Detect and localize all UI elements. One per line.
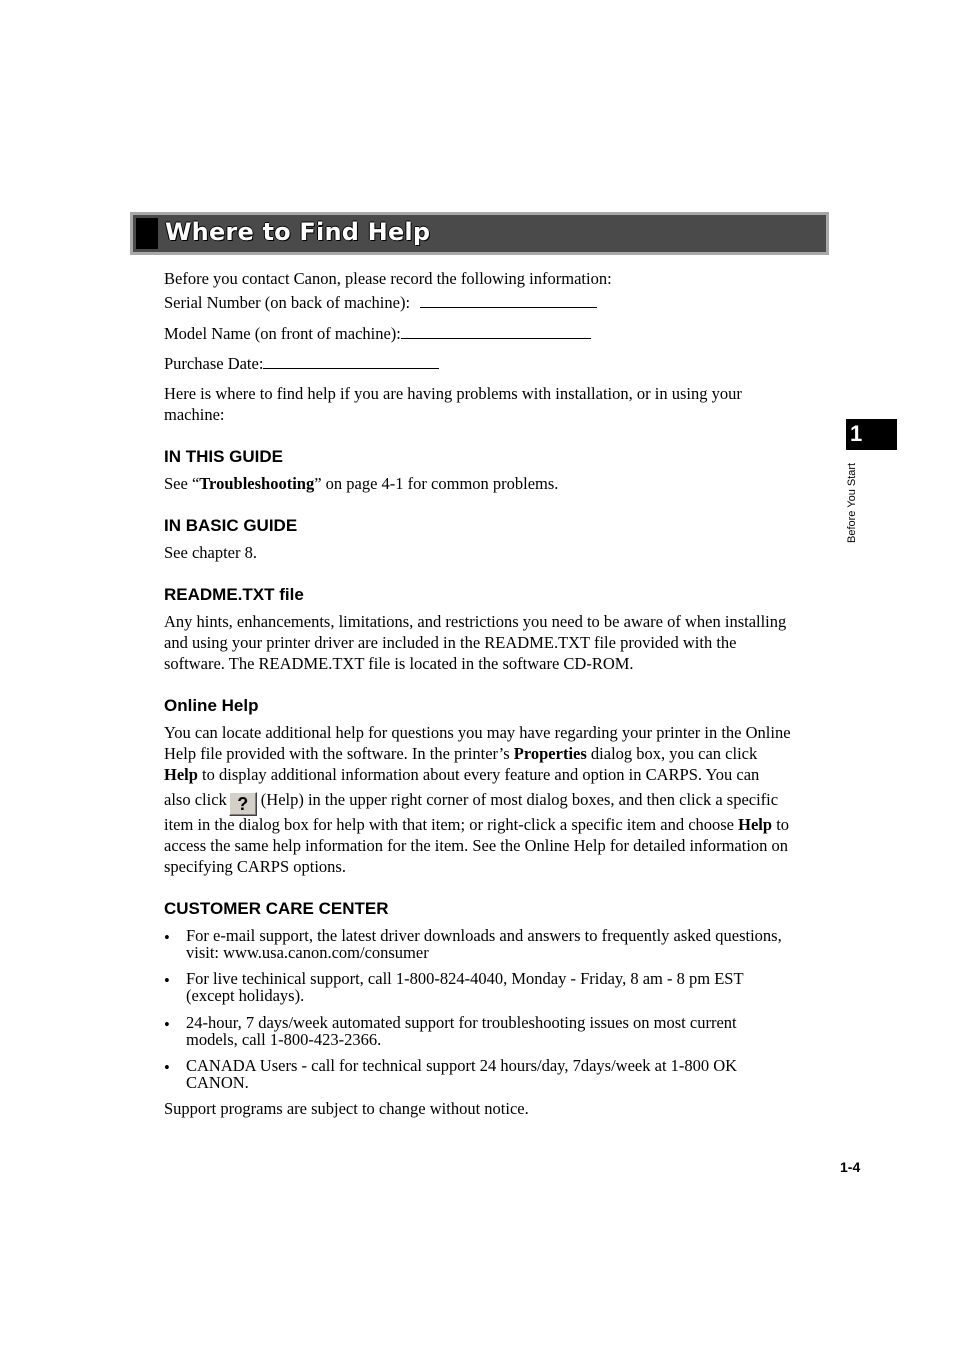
purchase-blank-line: [263, 354, 439, 369]
list-item: [164, 1057, 829, 1093]
help-question-icon: ?: [229, 792, 257, 816]
this-guide-pre: See “: [164, 474, 200, 493]
bullet-marker: •: [164, 1015, 170, 1034]
bullet-line-2: CANON.: [186, 1073, 249, 1092]
bullet-marker: •: [164, 928, 170, 947]
model-field: [164, 323, 829, 344]
online-help-line-5-post: to: [772, 815, 790, 834]
support-footer-text: Support programs are subject to change without notice.: [164, 1099, 529, 1118]
heading-in-basic-guide: IN BASIC GUIDE: [164, 516, 298, 535]
bullet-line-2: (except holidays).: [186, 986, 305, 1005]
purchase-label: Purchase Date:: [164, 354, 264, 373]
readme-line-1: Any hints, enhancements, limitations, and restrictions you need to be aware of when installing: [164, 612, 787, 631]
online-help-line-6: access the same help information for the item. See the Online Help for detailed information on: [164, 836, 789, 855]
online-help-line-2: [164, 743, 829, 764]
bullet-line-1: CANADA Users - call for technical support 24 hours/day, 7days/week at 1-800 OK: [186, 1056, 738, 1075]
online-help-line-1: You can locate additional help for questions you may have regarding your printer in the Online: [164, 723, 791, 742]
purchase-field: [164, 353, 829, 374]
bullet-line-1: 24-hour, 7 days/week automated support for troubleshooting issues on most current: [186, 1013, 737, 1032]
title-bar-fill: [133, 215, 826, 252]
heading-in-this-guide: IN THIS GUIDE: [164, 447, 284, 466]
intro-text: Before you contact Canon, please record the following information:: [164, 269, 612, 288]
serial-label: Serial Number (on back of machine):: [164, 293, 411, 312]
chapter-label: Before You Start: [846, 462, 858, 543]
list-item: [164, 927, 829, 963]
heading-online-help: Online Help: [164, 696, 259, 715]
online-help-line-7: specifying CARPS options.: [164, 857, 346, 876]
online-help-line-4-pre: also click: [164, 790, 227, 809]
bullet-line-1: For live techinical support, call 1-800-824-4040, Monday - Friday, 8 am - 8 pm EST: [186, 969, 744, 988]
model-label: Model Name (on front of machine):: [164, 324, 401, 343]
bullet-marker: •: [164, 1058, 170, 1077]
title-marker-block: [136, 218, 158, 249]
section-title-bar: [130, 212, 829, 255]
bullet-line-2: models, call 1-800-423-2366.: [186, 1030, 382, 1049]
chapter-number: 1: [850, 421, 863, 446]
readme-line-3: software. The README.TXT file is located in the software CD-ROM.: [164, 654, 634, 673]
online-help-line-3-post: to display additional information about every feature and option in CARPS. You can: [197, 765, 760, 784]
chapter-tab: [846, 419, 897, 450]
online-help-line-2-pre: Help file provided with the software. In the printer’s: [164, 744, 514, 763]
heading-readme: README.TXT file: [164, 585, 304, 604]
model-blank-line: [401, 324, 591, 339]
online-help-line-4-post: (Help) in the upper right corner of most dialog boxes, and then click a specific: [260, 790, 779, 809]
page-title: Where to Find Help: [165, 218, 431, 246]
bullet-marker: •: [164, 971, 170, 990]
online-help-line-4: [164, 789, 829, 816]
bullet-line-2: visit: www.usa.canon.com/consumer: [186, 943, 429, 962]
online-help-line-3: [164, 764, 829, 785]
bullet-line-1: For e-mail support, the latest driver downloads and answers to frequently asked questions,: [186, 926, 782, 945]
page-number: 1-4: [840, 1159, 861, 1175]
properties-ref: Properties: [513, 744, 587, 763]
online-help-line-5-pre: item in the dialog box for help with that item; or right-click a specific item and choose: [164, 815, 739, 834]
basic-guide-text: See chapter 8.: [164, 543, 257, 562]
this-guide-text: [164, 473, 829, 494]
readme-line-2: and using your printer driver are included in the README.TXT file provided with the: [164, 633, 737, 652]
list-item: [164, 1014, 829, 1050]
list-item: [164, 970, 829, 1006]
help-ref: Help: [164, 765, 198, 784]
online-help-line-5: [164, 814, 829, 835]
serial-blank-line: [420, 293, 597, 308]
this-guide-post: ” on page 4-1 for common problems.: [314, 474, 559, 493]
heading-customer-care: CUSTOMER CARE CENTER: [164, 899, 389, 918]
online-help-line-2-post: dialog box, you can click: [586, 744, 758, 763]
help-ref-2: Help: [738, 815, 773, 834]
serial-field: [164, 292, 829, 313]
troubleshooting-ref: Troubleshooting: [199, 474, 315, 493]
where-intro-text: Here is where to find help if you are having problems with installation, or in using your machine:: [164, 384, 742, 424]
